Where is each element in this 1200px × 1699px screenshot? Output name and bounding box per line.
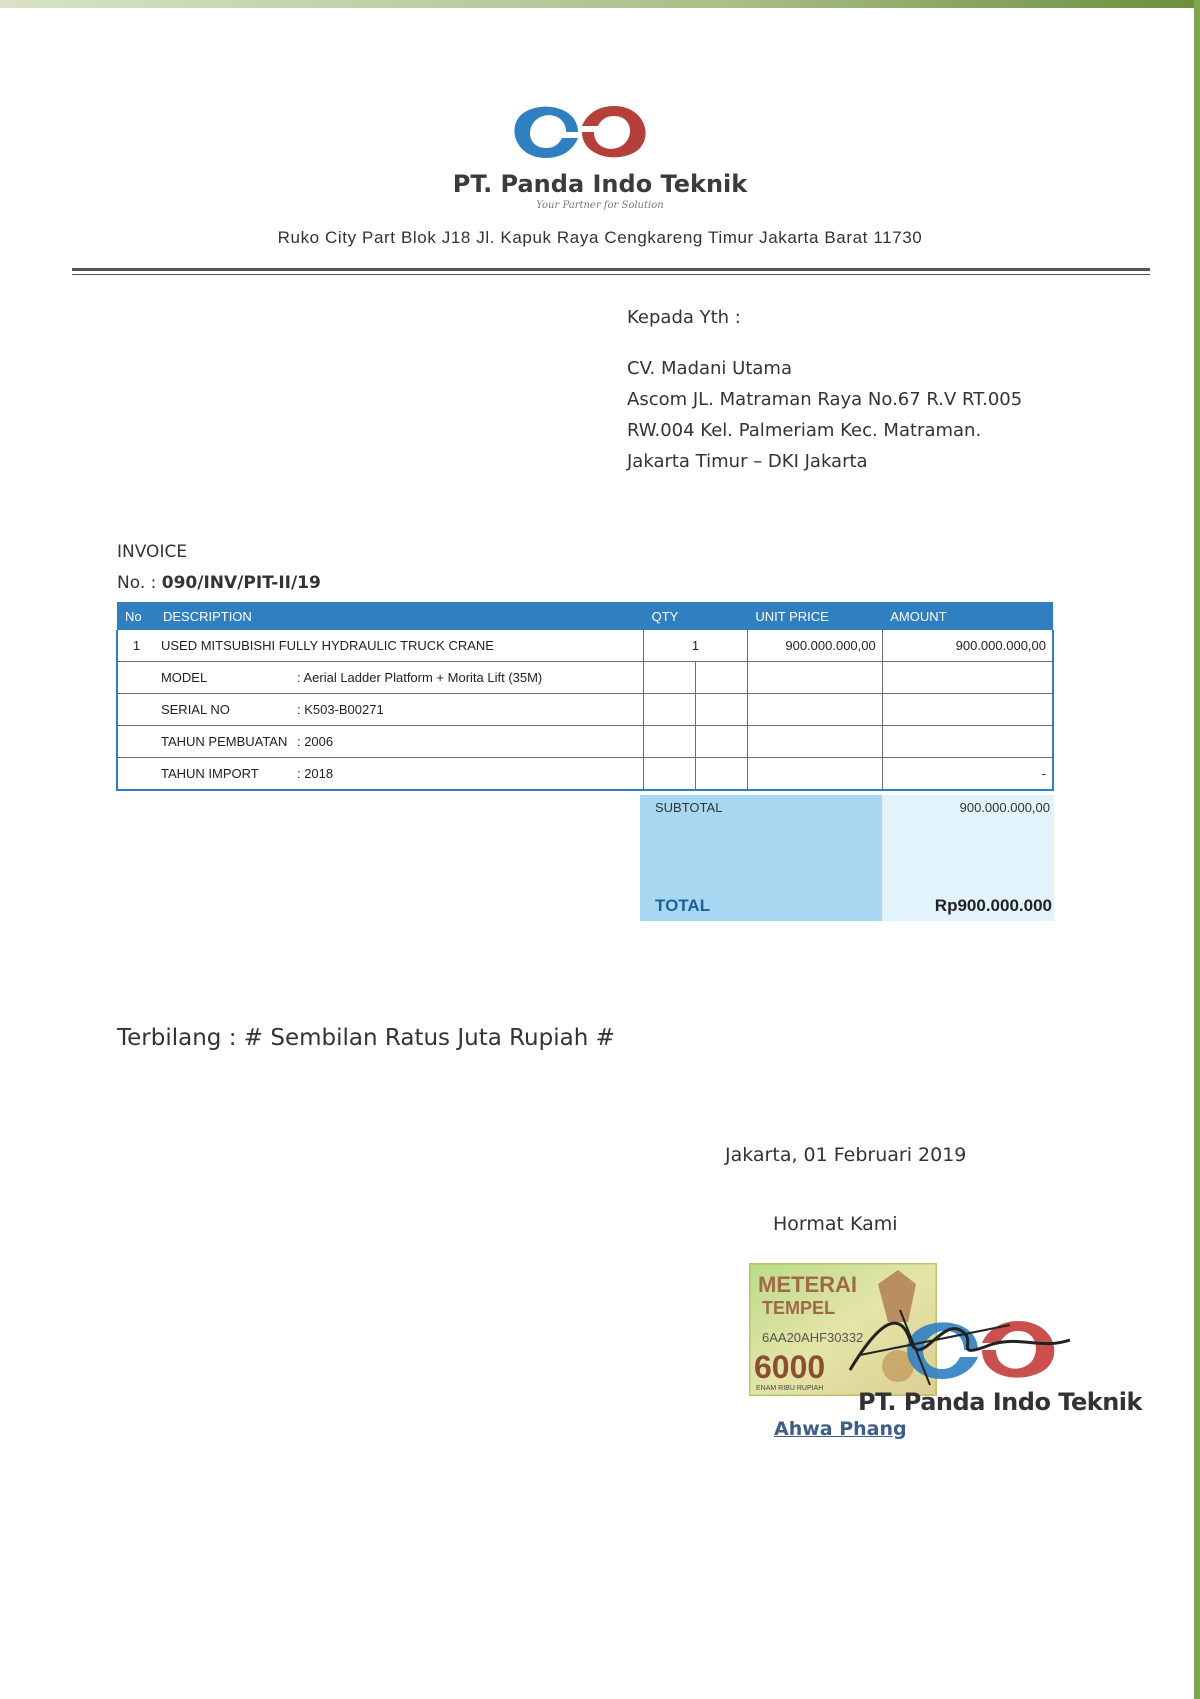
table-row bbox=[117, 662, 1053, 694]
invoice-number-label: No. : bbox=[117, 573, 157, 593]
col-header-unit-price: UNIT PRICE bbox=[747, 602, 882, 630]
invoice-number-line bbox=[117, 573, 321, 593]
meterai-value: 6000 bbox=[754, 1349, 826, 1385]
detail-cell bbox=[155, 694, 644, 726]
meterai-code: 6AA20AHF30332 bbox=[762, 1330, 864, 1345]
table-row bbox=[117, 726, 1053, 758]
recipient-address-line: Jakarta Timur – DKI Jakarta bbox=[627, 451, 868, 472]
detail-value: : 2018 bbox=[296, 766, 334, 781]
item-no: 1 bbox=[117, 630, 155, 662]
detail-value: : K503-B00271 bbox=[296, 702, 384, 717]
meterai-title: METERAI bbox=[758, 1272, 857, 1297]
stamp-company-name: PT. Panda Indo Teknik bbox=[858, 1388, 1142, 1416]
invoice-items-table bbox=[116, 602, 1054, 791]
place-date: Jakarta, 01 Februari 2019 bbox=[725, 1144, 967, 1166]
table-header-row bbox=[117, 602, 1053, 630]
item-description: USED MITSUBISHI FULLY HYDRAULIC TRUCK CRANE bbox=[155, 630, 644, 662]
item-qty: 1 bbox=[644, 630, 748, 662]
recipient-name: CV. Madani Utama bbox=[627, 358, 792, 379]
col-header-amount: AMOUNT bbox=[882, 602, 1053, 630]
col-header-description: DESCRIPTION bbox=[155, 602, 644, 630]
company-address: Ruko City Part Blok J18 Jl. Kapuk Raya Cengkareng Timur Jakarta Barat 11730 bbox=[277, 228, 923, 247]
detail-label: SERIAL NO bbox=[160, 702, 230, 717]
signer-name: Ahwa Phang bbox=[774, 1418, 907, 1440]
handwritten-signature bbox=[840, 1300, 1080, 1390]
invoice-number: 090/INV/PIT-II/19 bbox=[161, 573, 321, 593]
meterai-subtitle: TEMPEL bbox=[762, 1298, 836, 1318]
table-row bbox=[117, 694, 1053, 726]
col-header-qty: QTY bbox=[644, 602, 748, 630]
subtotal-value: 900.000.000,00 bbox=[959, 800, 1050, 815]
table-row bbox=[117, 630, 1053, 662]
amount-in-words: Terbilang : # Sembilan Ratus Juta Rupiah # bbox=[117, 1025, 615, 1051]
detail-label: TAHUN PEMBUATAN bbox=[160, 734, 288, 749]
item-amount: 900.000.000,00 bbox=[882, 630, 1053, 662]
col-header-no: No bbox=[117, 602, 155, 630]
company-tagline: Your Partner for Solution bbox=[536, 200, 664, 211]
closing-regards: Hormat Kami bbox=[773, 1213, 898, 1235]
detail-cell bbox=[155, 662, 644, 694]
detail-label: MODEL bbox=[160, 670, 208, 685]
header-divider bbox=[72, 268, 1150, 271]
page-right-edge bbox=[1194, 0, 1200, 1699]
item-unit-price: 900.000.000,00 bbox=[747, 630, 882, 662]
total-value: Rp900.000.000 bbox=[934, 896, 1052, 915]
recipient-block bbox=[627, 302, 1022, 477]
table-row bbox=[117, 758, 1053, 791]
company-logo bbox=[500, 92, 660, 172]
invoice-title: INVOICE bbox=[117, 542, 188, 562]
detail-label: TAHUN IMPORT bbox=[160, 766, 259, 781]
total-label: TOTAL bbox=[655, 896, 711, 915]
detail-value: : Aerial Ladder Platform + Morita Lift (35M) bbox=[296, 670, 543, 685]
company-name: PT. Panda Indo Teknik bbox=[452, 170, 748, 198]
recipient-address-line: Ascom JL. Matraman Raya No.67 R.V RT.005 bbox=[627, 389, 1023, 410]
detail-cell bbox=[155, 758, 644, 791]
recipient-greeting: Kepada Yth : bbox=[627, 307, 741, 328]
page-top-edge bbox=[0, 0, 1200, 8]
amount-dash: - bbox=[882, 758, 1053, 791]
subtotal-label: SUBTOTAL bbox=[655, 800, 723, 815]
detail-value: : 2006 bbox=[296, 734, 334, 749]
meterai-caption: ENAM RIBU RUPIAH bbox=[756, 1385, 824, 1392]
header-divider-thin bbox=[72, 274, 1150, 275]
recipient-address-line: RW.004 Kel. Palmeriam Kec. Matraman. bbox=[627, 420, 982, 441]
detail-cell bbox=[155, 726, 644, 758]
